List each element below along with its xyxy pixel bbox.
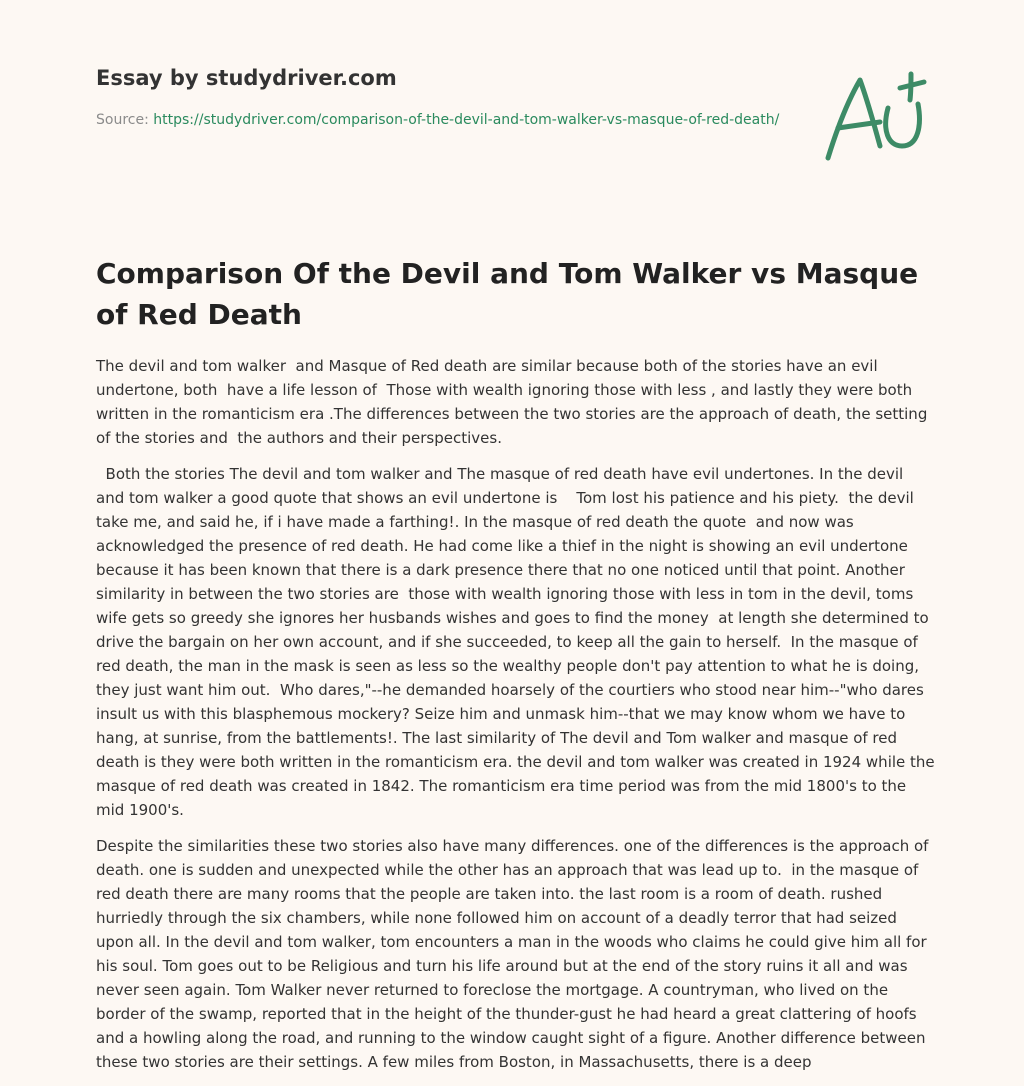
a-plus-grade-logo-icon: [818, 66, 930, 166]
site-brand: Essay by studydriver.com: [96, 66, 397, 90]
source-label: Source:: [96, 112, 154, 128]
essay-paragraph: Despite the similarities these two stories also have many differences. one of the differences is the approach of death. one is sudden and unexpected while the other has an approach that was lead up to. in the masque of red death there are many rooms that the people are taken into. the last room is a room of death. rushed hurriedly through the six chambers, while none followed him on account of a deadly terror that had seized upon all. In the devil and tom walker, tom encounters a man in the woods who claims he could give him all for his soul. Tom goes out to be Religious and turn his life around but at the end of the story ruins it all and was never seen again. Tom Walker never returned to foreclose the mortgage. A countryman, who lived on the border of the swamp, reported that in the height of the thunder-gust he had heard a great clattering of hoofs and a howling along the road, and running to the window caught sight of a figure. Another difference between these two stories are their settings. A few miles from Boston, in Massachusetts, there is a deep: [96, 837, 934, 1071]
source-line: [96, 109, 786, 131]
essay-paragraph: Both the stories The devil and tom walker and The masque of red death have evil undertones. In the devil and tom walker a good quote that shows an evil undertone is Tom lost his patience and his piety. the devil take me, and said he, if i have made a farthing!. In the masque of red death the quote and now was acknowledged the presence of red death. He had come like a thief in the night is showing an evil undertone because it has been known that there is a dark presence there that no one noticed until that point. Another similarity in between the two stories are those with wealth ignoring those with less in tom in the devil, toms wife gets so greedy she ignores her husbands wishes and goes to find the money at length she determined to drive the bargain on her own account, and if she succeeded, to keep all the gain to herself. In the masque of red death, the man in the mask is seen as less so the wealthy people don't pay attention to what he is doing, they just want him out. Who dares,"--he demanded hoarsely of the courtiers who stood near him--"who dares insult us with this blasphemous mockery? Seize him and unmask him--that we may know whom we have to hang, at sunrise, from the battlements!. The last similarity of The devil and Tom walker and masque of red death is they were both written in the romanticism era. the devil and tom walker was created in 1924 while the masque of red death was created in 1842. The romanticism era time period was from the mid 1800's to the mid 1900's.: [96, 465, 940, 819]
essay-paragraph: The devil and tom walker and Masque of Red death are similar because both of the stories have an evil undertone, both have a life lesson of Those with wealth ignoring those with less , and lastly they were both written in the romanticism era .The differences between the two stories are the approach of death, the setting of the stories and the authors and their perspectives.: [96, 357, 933, 447]
page-header: [96, 64, 786, 131]
source-link[interactable]: https://studydriver.com/comparison-of-the-devil-and-tom-walker-vs-masque-of-red-death/: [153, 112, 780, 128]
essay-body: [96, 354, 940, 1086]
essay-title: Comparison Of the Devil and Tom Walker vs Masque of Red Death: [96, 257, 919, 331]
